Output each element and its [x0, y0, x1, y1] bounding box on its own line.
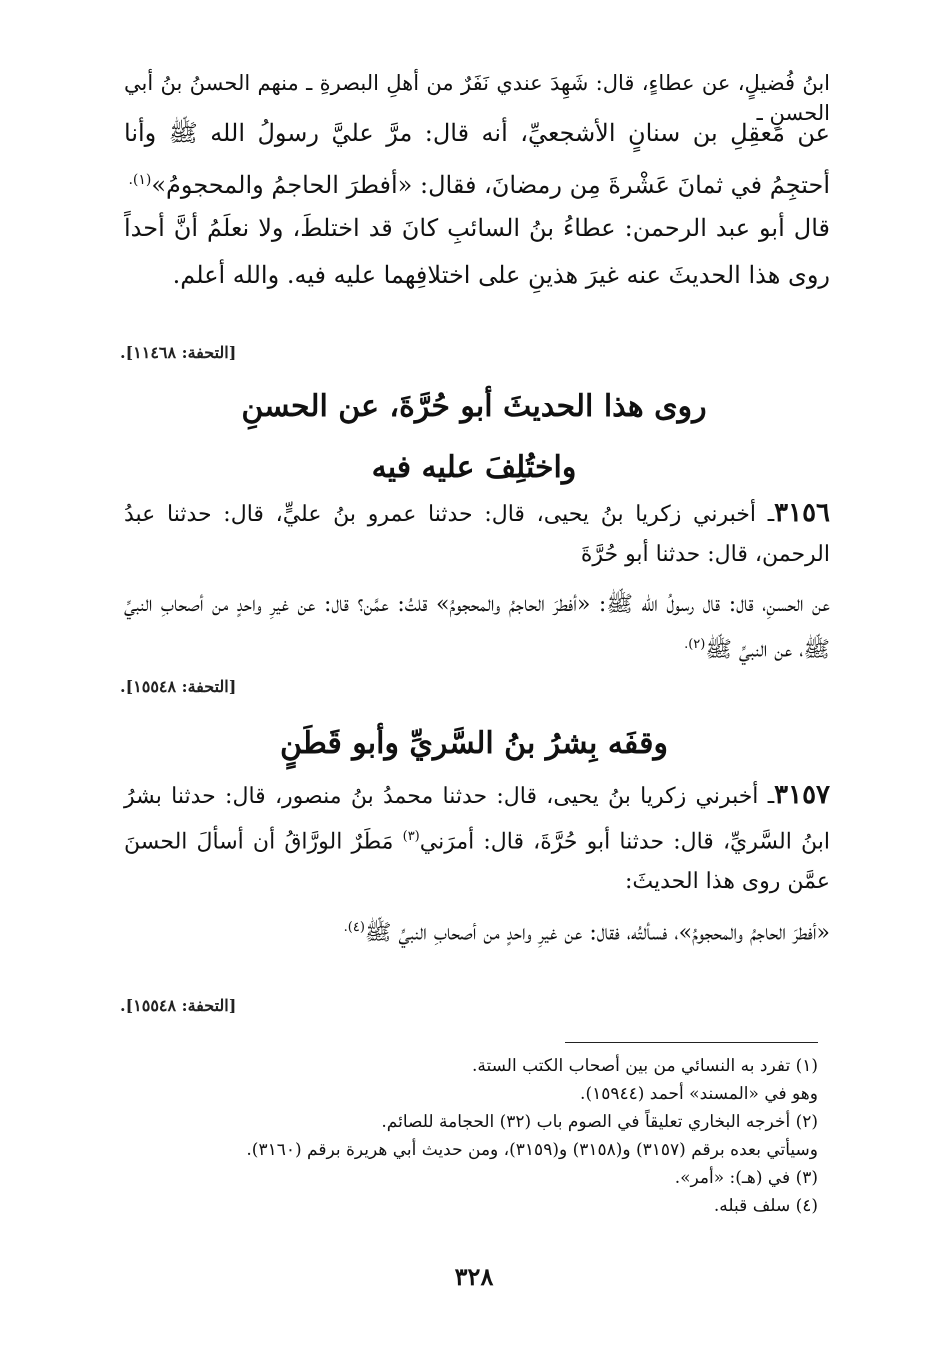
paragraph-text: عن مَعقِلِ بن سنانٍ الأشجعيِّ، أنه قال: مرَّ عليَّ رسولُ الله ﷺ وأنا أحتجِمُ في ثمانَ عَشْرةَ مِن رمضانَ، فقال: «أفطرَ الحاجمُ والمحجومُ»: [124, 119, 830, 199]
hadith-number: ٣١٥٧: [774, 780, 830, 810]
footnote-line: وهو في «المسند» أحمد (١٥٩٤٤).: [580, 1084, 818, 1104]
footnote-marker: (٣): [402, 829, 420, 844]
hadith-isnad: ـ أخبرني زكريا بنُ يحيى، قال: حدثنا عمرو بنُ عليٍّ، قال: حدثنا عبدُ الرحمن، قال: حدثنا أبو حُرَّةَ: [124, 502, 830, 567]
section-heading: روى هذا الحديثَ أبو حُرَّةَ، عن الحسنِ: [241, 389, 707, 424]
paragraph-commentary: [124, 205, 830, 299]
footnote-line: (٤) سلف قبله.: [713, 1196, 818, 1216]
section-subheading: واختُلِفَ عليه فيه: [371, 450, 577, 485]
paragraph-text: ابنُ فُضيلٍ، عن عطاءٍ، قال: شَهِدَ عندي نَفَرٌ من أهلِ البصرةِ ـ منهم الحسنُ بنُ أبي الحسنِ ـ: [124, 71, 830, 125]
footnote-divider: [565, 1042, 818, 1043]
footnote-line: (٢) أخرجه البخاري تعليقاً في الصوم باب (٣٢) الحجامة للصائم.: [381, 1112, 818, 1132]
hadith-isnad: ـ أخبرني زكريا بنُ يحيى، قال: حدثنا محمدُ بنُ منصور، قال: حدثنا بشرُ ابنُ السَّريِّ، قال: حدثنا أبو حُرَّةَ، قال: أمرَني: [124, 784, 830, 855]
paragraph-text: قال أبو عبد الرحمن: عطاءُ بنُ السائبِ كانَ قد اختلطَ، ولا نعلَمُ أنَّ أحداً روى هذا الحديثَ عنه غيرَ هذينِ على اختلافِهما عليه فيه. والله أعلم.: [124, 214, 831, 289]
footnotes: [118, 1052, 818, 1220]
tuhfa-reference: [التحفة: ١٥٥٤٨].: [120, 677, 237, 696]
section-heading: وقفَه بِشرُ بنُ السَّريِّ وأبو قَطَنٍ: [280, 726, 668, 761]
tuhfa-reference: [التحفة: ١١٤٦٨].: [120, 343, 237, 362]
hadith-3157: [124, 775, 830, 902]
tuhfa-reference: [التحفة: ١٥٥٤٨].: [120, 996, 237, 1015]
hadith-3157-matn: [124, 908, 830, 953]
hadith-text: عن الحسنِ، قال: قال رسولُ الله ﷺ: «أفطرَ الحاجمُ والمحجومُ» قلتُ: عمَّن؟ قال: عن غيرِ واحدٍ من أصحابِ النبيِّ ﷺ، عن النبيِّ ﷺ: [124, 592, 831, 663]
hadith-text: «أفطرَ الحاجمُ والمحجومُ»، فسألتُه، فقال: عن غيرِ واحدٍ من أصحابِ النبيِّ ﷺ: [364, 920, 830, 946]
footnote-marker: (١).: [128, 172, 152, 188]
footnote-marker: (٢).: [684, 637, 706, 652]
hadith-number: ٣١٥٦: [774, 498, 830, 528]
hadith-isnad-continued: مَطَرٌ الورَّاقُ أن أسألَ الحسنَ عمَّن روى هذا الحديثَ:: [124, 829, 830, 895]
footnote-line: وسيأتي بعده برقم (٣١٥٧) و(٣١٥٨) و(٣١٥٩)، ومن حديث أبي هريرة برقم (٣١٦٠).: [246, 1140, 818, 1160]
hadith-3156: [124, 493, 830, 575]
footnote-line: (٣) في (هـ): «أمر».: [674, 1168, 818, 1188]
paragraph-hadith-text: [124, 110, 830, 209]
footnote-line: (١) تفرد به النسائي من بين أصحاب الكتب الستة.: [471, 1056, 818, 1076]
footnote-marker: (٤).: [343, 920, 365, 935]
hadith-3156-matn: [124, 585, 830, 670]
page-number: ٣٢٨: [454, 1262, 494, 1291]
